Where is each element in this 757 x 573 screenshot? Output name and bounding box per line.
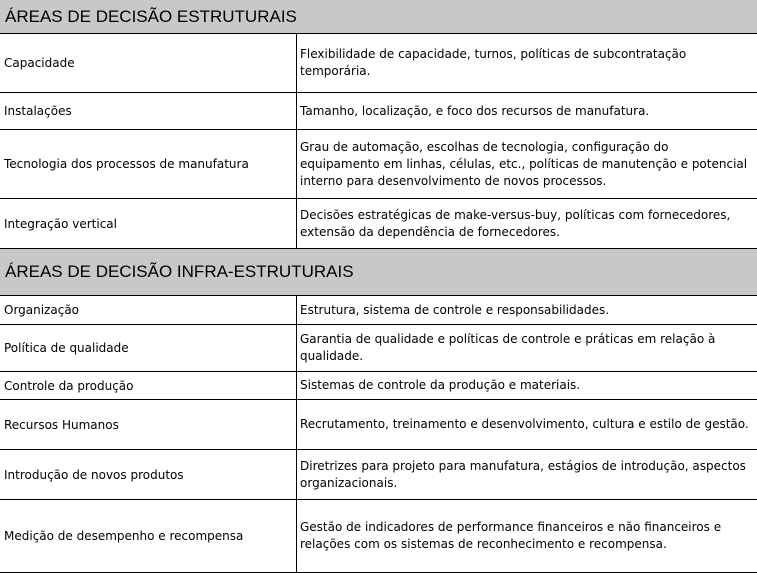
area-cell: Integração vertical: [0, 199, 297, 248]
section-title: ÁREAS DE DECISÃO INFRA-ESTRUTURAIS: [5, 262, 354, 281]
description-cell: Gestão de indicadores de performance financeiros e não financeiros e relações com os sistemas de reconhecimento e recompensa.: [300, 520, 722, 551]
description-cell: Tamanho, localização, e foco dos recursos de manufatura.: [300, 103, 650, 118]
description-cell: Flexibilidade de capacidade, turnos, políticas de subcontratação temporária.: [300, 47, 687, 78]
table-row: [0, 199, 757, 249]
area-cell: Instalações: [0, 93, 297, 129]
table-row: [0, 325, 757, 372]
section-title: ÁREAS DE DECISÃO ESTRUTURAIS: [5, 6, 297, 26]
area-cell: Organização: [0, 296, 297, 324]
table-row: [0, 296, 757, 325]
description-cell: Diretrizes para projeto para manufatura, estágios de introdução, aspectos organizacionais.: [300, 458, 746, 490]
description-cell: Garantia de qualidade e políticas de controle e práticas em relação à qualidade.: [300, 332, 716, 363]
description-cell: Estrutura, sistema de controle e responsabilidades.: [300, 302, 610, 317]
table-row: [0, 34, 757, 93]
area-cell: Recursos Humanos: [0, 400, 297, 449]
area-cell: Tecnologia dos processos de manufatura: [0, 130, 297, 198]
section-header-infrastructural: [0, 249, 757, 296]
description-cell: Decisões estratégicas de make-versus-buy, políticas com fornecedores, extensão da dependência de fornecedores.: [300, 207, 731, 239]
area-cell: Capacidade: [0, 34, 297, 92]
section-header-structural: [0, 0, 757, 34]
area-cell: Introdução de novos produtos: [0, 450, 297, 499]
table-row: [0, 372, 757, 400]
description-cell: Sistemas de controle da produção e materiais.: [300, 378, 581, 392]
description-cell: Grau de automação, escolhas de tecnologia, configuração do equipamento em linhas, células, etc., políticas de manutenção e potencial interno para desenvolvimento de novos processos.: [300, 139, 748, 188]
table-row: [0, 130, 757, 199]
area-cell: Controle da produção: [0, 372, 297, 399]
table-row: [0, 500, 757, 573]
area-cell: Medição de desempenho e recompensa: [0, 500, 297, 572]
table-row: [0, 400, 757, 450]
area-cell: Política de qualidade: [0, 325, 297, 371]
table-row: [0, 450, 757, 500]
description-cell: Recrutamento, treinamento e desenvolvimento, cultura e estilo de gestão.: [300, 417, 749, 431]
table-row: [0, 93, 757, 130]
